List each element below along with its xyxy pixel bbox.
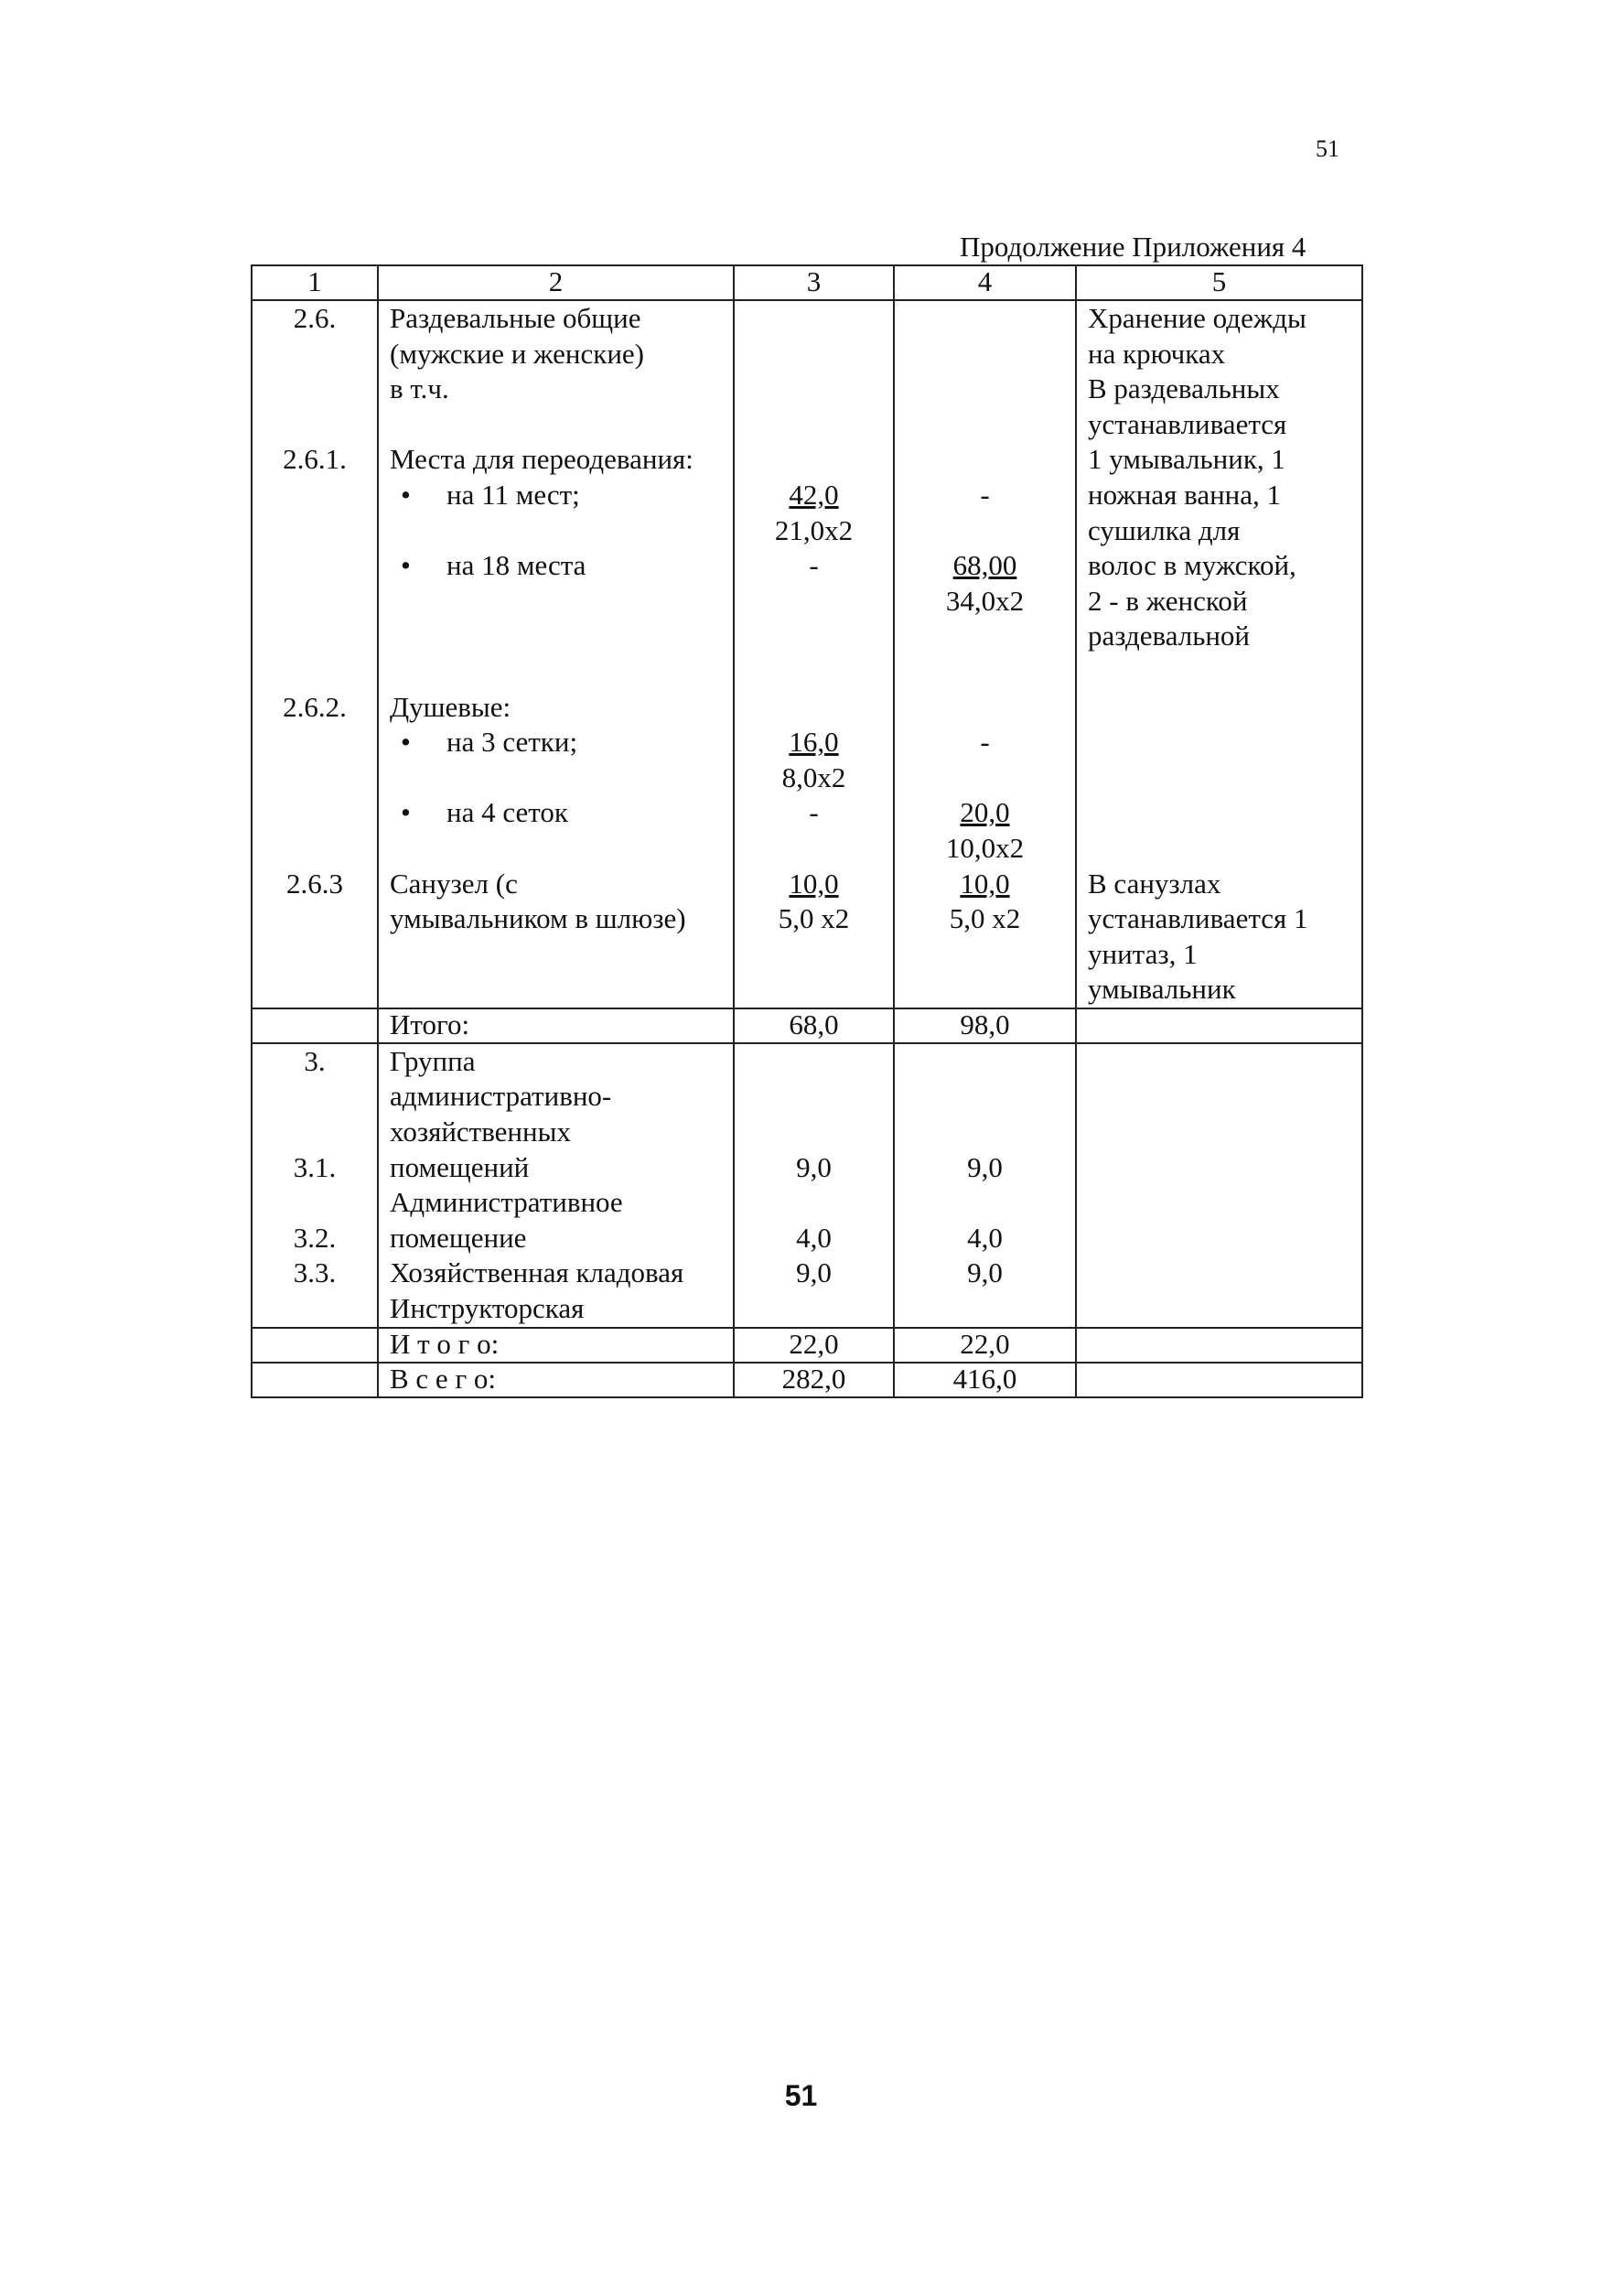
subtotal-value-3: 68,0 bbox=[734, 1008, 894, 1043]
section-2-6-row bbox=[252, 300, 1362, 1008]
cell-line: 1 умывальник, 1 bbox=[1088, 443, 1285, 476]
total-empty-cell bbox=[252, 1363, 378, 1397]
cell-line bbox=[735, 1079, 893, 1115]
cell-line bbox=[253, 654, 377, 690]
section-26-names bbox=[378, 300, 734, 1008]
cell-line: хозяйственных bbox=[390, 1116, 571, 1148]
cell-line: В раздевальных bbox=[1088, 372, 1280, 405]
cell-line: • на 3 сетки; bbox=[390, 725, 733, 760]
section-26-area-3 bbox=[734, 300, 894, 1008]
cell-line bbox=[253, 760, 377, 796]
cell-line: раздевальной bbox=[1088, 620, 1251, 652]
cell-line bbox=[390, 760, 733, 796]
cell-line: • на 11 мест; bbox=[390, 478, 733, 513]
subtotal-empty-cell bbox=[252, 1328, 378, 1363]
cell-line: волос в мужской, bbox=[1088, 549, 1296, 582]
subtotal-value-4: 22,0 bbox=[894, 1328, 1076, 1363]
cell-line: 16,0 bbox=[789, 726, 839, 759]
cell-line: - bbox=[980, 478, 990, 511]
cell-line: унитаз, 1 bbox=[1088, 937, 1198, 970]
cell-line: 9,0 bbox=[967, 1256, 1003, 1289]
cell-line bbox=[895, 407, 1075, 443]
cell-line: 9,0 bbox=[967, 1150, 1003, 1183]
total-value-3: 282,0 bbox=[734, 1363, 894, 1397]
cell-line: • на 18 места bbox=[390, 548, 733, 584]
cell-line bbox=[253, 795, 377, 831]
section-3-row bbox=[252, 1043, 1362, 1328]
cell-line bbox=[253, 337, 377, 372]
subtotal-empty-cell bbox=[1076, 1328, 1362, 1363]
cell-line: 34,0x2 bbox=[945, 584, 1025, 617]
cell-line bbox=[253, 548, 377, 584]
subtotal-value-4: 98,0 bbox=[894, 1008, 1076, 1043]
header-cell: 1 bbox=[252, 265, 378, 300]
cell-line bbox=[735, 654, 893, 690]
cell-line: • на 4 сеток bbox=[390, 795, 733, 831]
cell-line: Хранение одежды bbox=[1088, 302, 1306, 334]
cell-line: - bbox=[809, 796, 819, 829]
cell-line: - bbox=[980, 726, 990, 759]
cell-line: (мужские и женские) bbox=[390, 337, 645, 370]
cell-line bbox=[390, 831, 733, 867]
cell-line: 3.1. bbox=[293, 1150, 337, 1183]
cell-line bbox=[253, 584, 377, 620]
cell-line bbox=[895, 1185, 1075, 1221]
cell-line: 4,0 bbox=[796, 1221, 832, 1254]
cell-line bbox=[895, 513, 1075, 549]
header-cell: 3 bbox=[734, 265, 894, 300]
cell-line: Душевые: bbox=[390, 690, 511, 723]
cell-line bbox=[735, 619, 893, 654]
cell-line bbox=[253, 1185, 377, 1221]
cell-line bbox=[1088, 654, 1361, 690]
cell-line: 2.6.3 bbox=[286, 867, 343, 900]
cell-line bbox=[390, 513, 733, 549]
cell-line: 10,0 bbox=[789, 867, 839, 900]
cell-line bbox=[735, 1044, 893, 1080]
cell-line: В санузлах bbox=[1088, 867, 1221, 900]
cell-line: Места для переодевания: bbox=[390, 443, 693, 476]
cell-line: 5,0 x2 bbox=[949, 902, 1021, 935]
cell-line: помещение bbox=[390, 1221, 527, 1254]
cell-line: устанавливается 1 bbox=[1088, 902, 1308, 935]
section-26-area-4 bbox=[894, 300, 1076, 1008]
cell-line: 3.3. bbox=[293, 1256, 337, 1289]
total-empty-cell bbox=[1076, 1363, 1362, 1397]
section-3-notes bbox=[1076, 1043, 1362, 1328]
cell-line: сушилка для bbox=[1088, 513, 1241, 546]
cell-line: 68,00 bbox=[952, 549, 1017, 582]
cell-line: умывальником в шлюзе) bbox=[390, 902, 686, 935]
cell-line bbox=[895, 654, 1075, 690]
cell-line bbox=[1088, 690, 1361, 726]
cell-line: 2.6. bbox=[293, 302, 337, 334]
total-value-4: 416,0 bbox=[894, 1363, 1076, 1397]
table-caption: Продолжение Приложения 4 bbox=[960, 231, 1306, 263]
cell-line bbox=[735, 1185, 893, 1221]
cell-line: 3. bbox=[304, 1044, 326, 1077]
cell-line: 9,0 bbox=[796, 1150, 832, 1183]
total-row bbox=[252, 1363, 1362, 1397]
subtotal-row-2 bbox=[252, 1328, 1362, 1363]
cell-line bbox=[895, 372, 1075, 407]
cell-line bbox=[895, 337, 1075, 372]
cell-line bbox=[253, 478, 377, 513]
cell-line bbox=[735, 831, 893, 867]
cell-line: 8,0x2 bbox=[781, 760, 846, 793]
cell-line bbox=[390, 407, 733, 443]
cell-line bbox=[253, 513, 377, 549]
rooms-table bbox=[251, 264, 1363, 1398]
cell-line: Хозяйственная кладовая bbox=[390, 1256, 684, 1289]
cell-line: административно- bbox=[390, 1080, 612, 1113]
cell-line bbox=[253, 372, 377, 407]
cell-line bbox=[895, 619, 1075, 654]
section-26-numbers bbox=[252, 300, 378, 1008]
cell-line: 9,0 bbox=[796, 1256, 832, 1289]
cell-line bbox=[735, 1115, 893, 1150]
cell-line bbox=[1088, 725, 1361, 760]
cell-line bbox=[735, 337, 893, 372]
cell-line bbox=[895, 301, 1075, 337]
section-3-area-3 bbox=[734, 1043, 894, 1328]
cell-line bbox=[735, 442, 893, 478]
cell-line bbox=[895, 1044, 1075, 1080]
cell-line: ножная ванна, 1 bbox=[1088, 478, 1282, 511]
cell-line bbox=[390, 654, 733, 690]
cell-line bbox=[253, 1115, 377, 1150]
cell-line bbox=[735, 407, 893, 443]
header-row bbox=[252, 265, 1362, 300]
header-cell: 2 bbox=[378, 265, 734, 300]
cell-line bbox=[735, 584, 893, 620]
cell-line: - bbox=[809, 549, 819, 582]
cell-line bbox=[1088, 831, 1361, 867]
cell-line: 42,0 bbox=[789, 478, 839, 511]
cell-line: 20,0 bbox=[960, 796, 1010, 829]
total-label: В с е г о: bbox=[378, 1363, 734, 1397]
cell-line bbox=[253, 1079, 377, 1115]
subtotal-value-3: 22,0 bbox=[734, 1328, 894, 1363]
cell-line bbox=[895, 1079, 1075, 1115]
cell-line: на крючках bbox=[1088, 337, 1226, 370]
subtotal-label: И т о г о: bbox=[378, 1328, 734, 1363]
cell-line bbox=[253, 619, 377, 654]
cell-line: умывальник bbox=[1088, 973, 1236, 1006]
header-cell: 5 bbox=[1076, 265, 1362, 300]
cell-line bbox=[1088, 795, 1361, 831]
section-26-notes bbox=[1076, 300, 1362, 1008]
cell-line: 10,0x2 bbox=[945, 831, 1025, 864]
section-3-area-4 bbox=[894, 1043, 1076, 1328]
cell-line: Инструкторская bbox=[390, 1292, 585, 1325]
section-3-names bbox=[378, 1043, 734, 1328]
subtotal-label: Итого: bbox=[378, 1008, 734, 1043]
cell-line: 2.6.1. bbox=[283, 443, 347, 476]
cell-line: Группа bbox=[390, 1044, 476, 1077]
cell-line: Административное bbox=[390, 1186, 623, 1219]
cell-line bbox=[253, 725, 377, 760]
cell-line: 3.2. bbox=[293, 1221, 337, 1254]
cell-line bbox=[895, 1115, 1075, 1150]
page-number-bottom: 51 bbox=[784, 2079, 818, 2112]
header-cell: 4 bbox=[894, 265, 1076, 300]
cell-line: помещений bbox=[390, 1150, 530, 1183]
section-3-numbers bbox=[252, 1043, 378, 1328]
cell-line bbox=[735, 372, 893, 407]
cell-line: Санузел (с bbox=[390, 867, 518, 900]
cell-line bbox=[390, 584, 733, 620]
cell-line: устанавливается bbox=[1088, 407, 1287, 440]
cell-line bbox=[895, 690, 1075, 726]
cell-line bbox=[253, 831, 377, 867]
cell-line: 4,0 bbox=[967, 1221, 1003, 1254]
cell-line bbox=[1088, 760, 1361, 796]
cell-line: 10,0 bbox=[960, 867, 1010, 900]
page-number-top: 51 bbox=[1316, 135, 1339, 162]
cell-line bbox=[390, 619, 733, 654]
cell-line bbox=[735, 301, 893, 337]
cell-line bbox=[895, 760, 1075, 796]
cell-line bbox=[895, 442, 1075, 478]
cell-line: 2 - в женской bbox=[1088, 584, 1248, 617]
cell-line bbox=[253, 407, 377, 443]
cell-line: Раздевальные общие bbox=[390, 302, 641, 334]
cell-line: 21,0x2 bbox=[774, 513, 854, 546]
subtotal-row-1 bbox=[252, 1008, 1362, 1043]
subtotal-empty-cell bbox=[252, 1008, 378, 1043]
cell-line: 5,0 x2 bbox=[778, 902, 850, 935]
cell-line bbox=[735, 690, 893, 726]
cell-line: в т.ч. bbox=[390, 372, 449, 405]
subtotal-empty-cell bbox=[1076, 1008, 1362, 1043]
cell-line: 2.6.2. bbox=[283, 690, 347, 723]
